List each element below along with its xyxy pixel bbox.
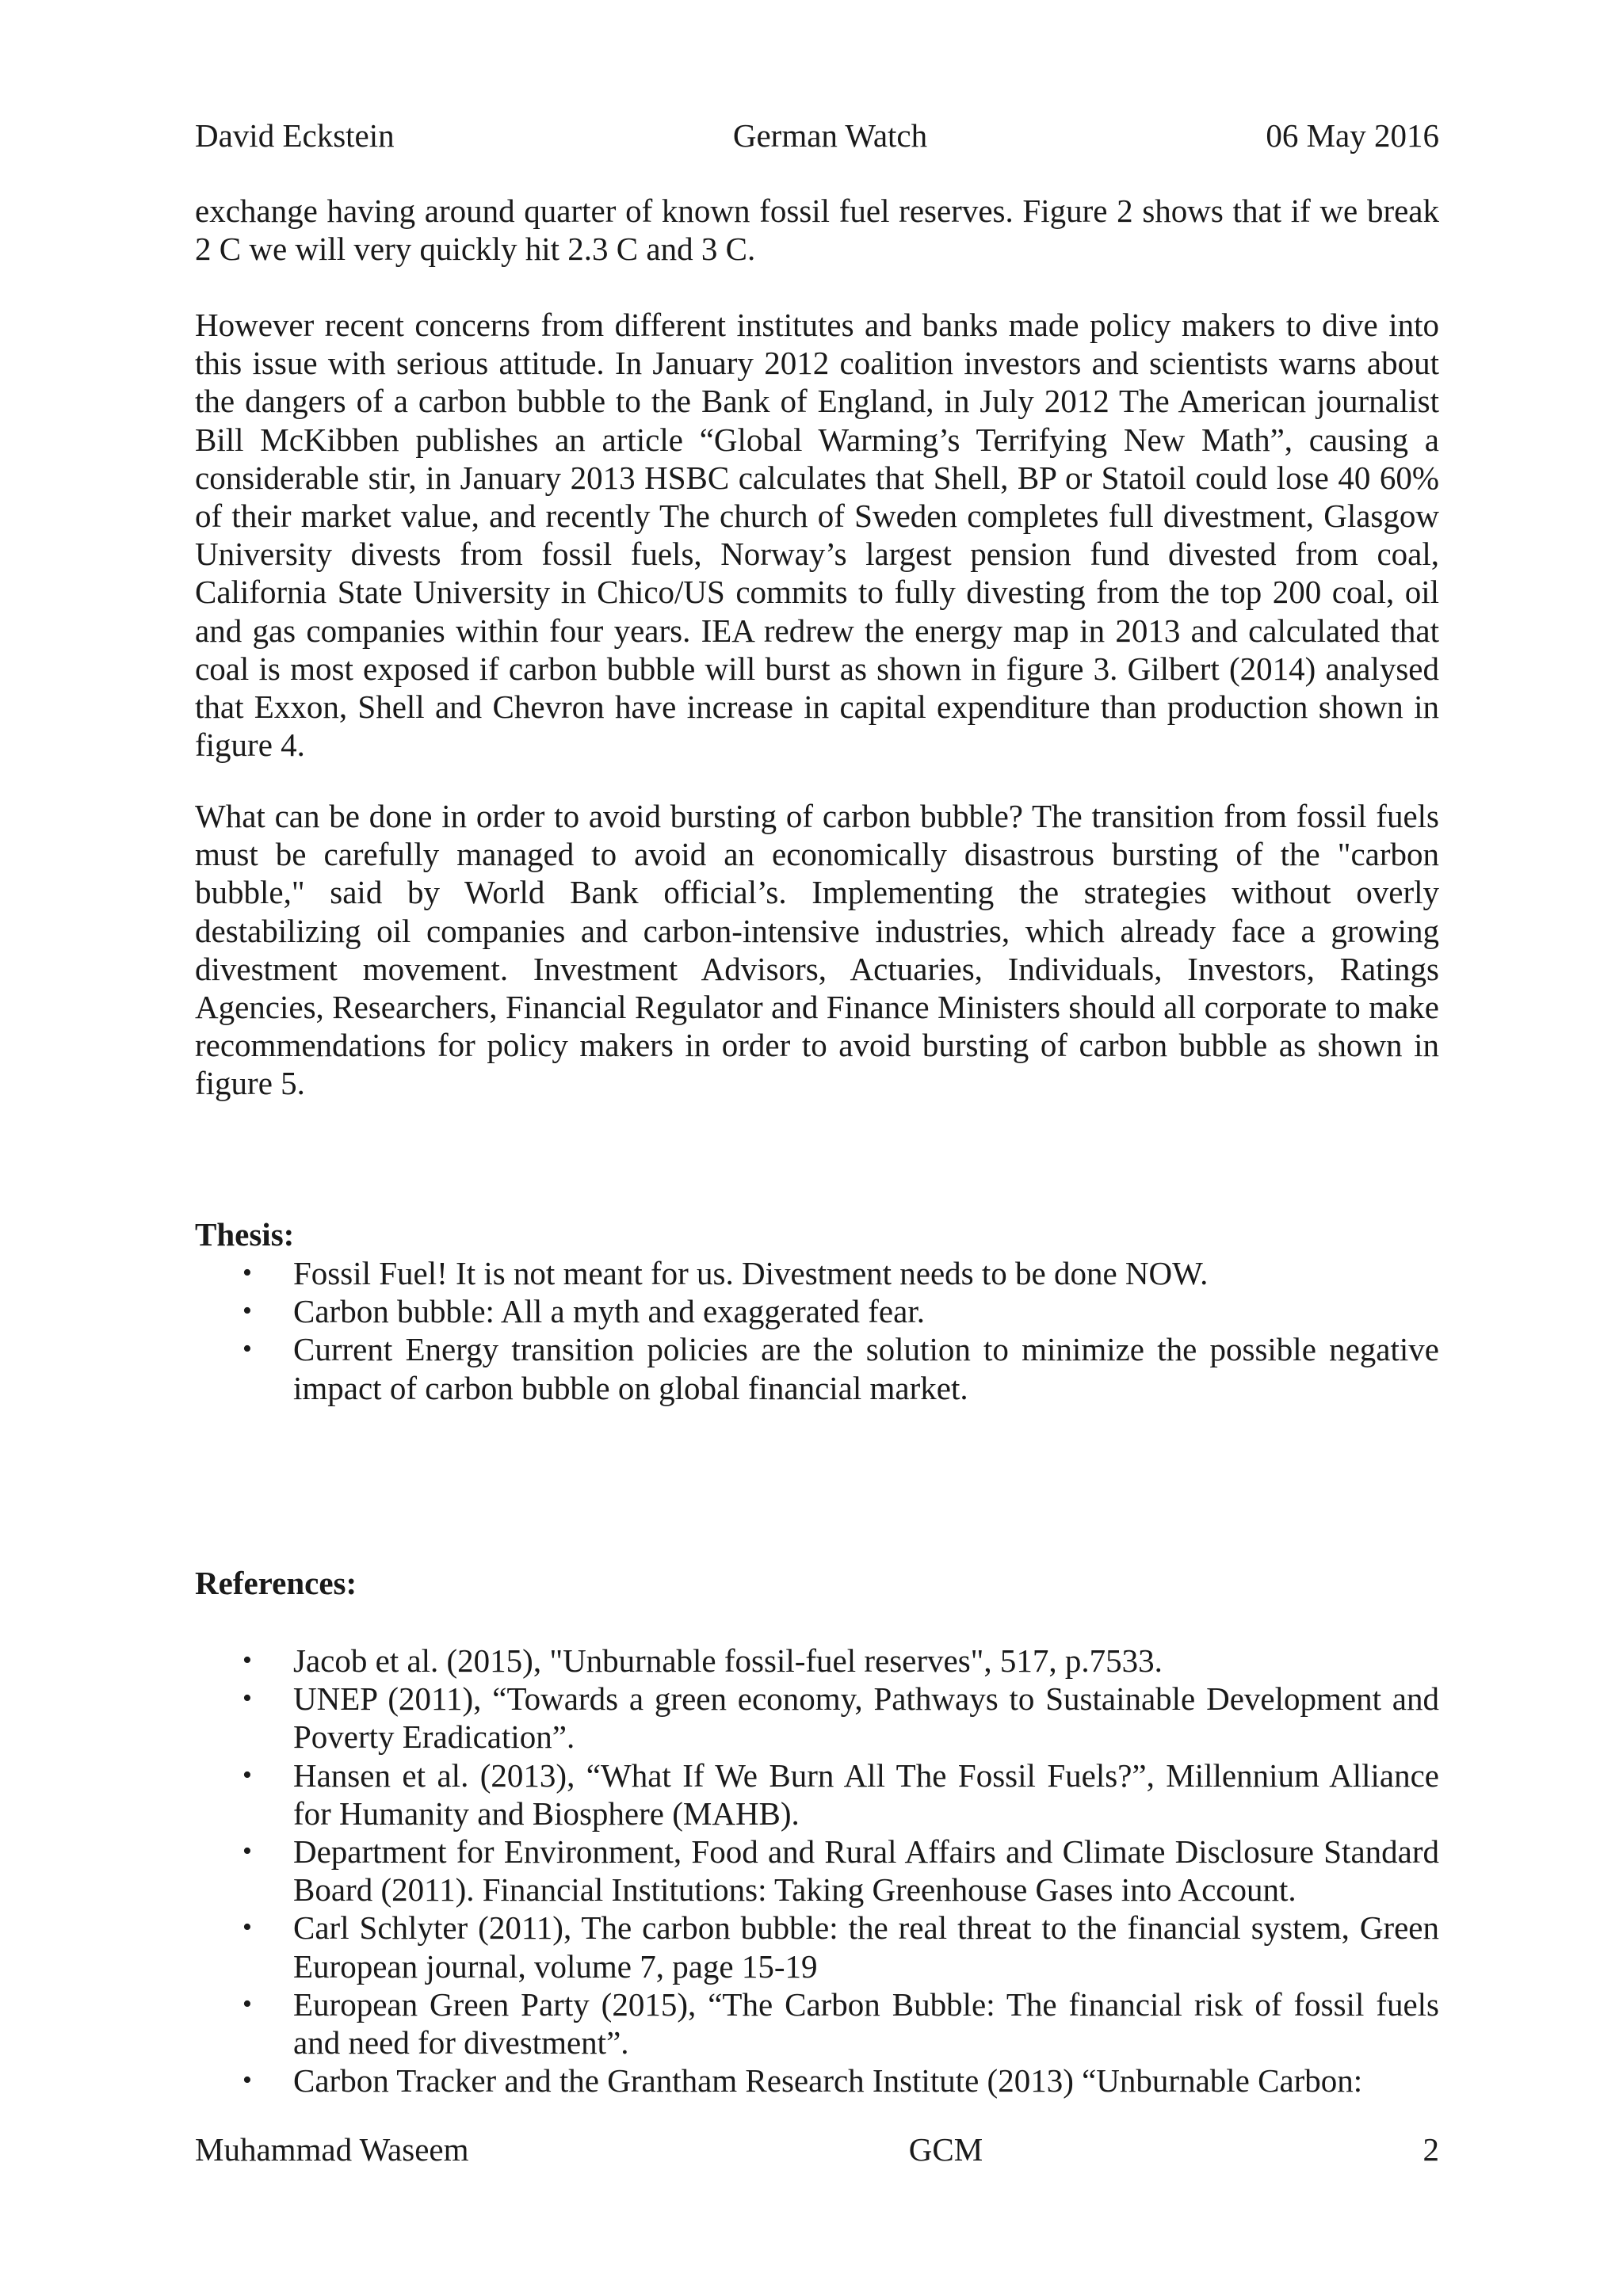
header-date: 06 May 2016 [1266, 117, 1439, 154]
bullet-icon: • [242, 1684, 252, 1714]
reference-text: European Green Party (2015), “The Carbon Bubble: The financial risk of fossil fuels and need for divestment”. [293, 1985, 1439, 2061]
reference-text: Carl Schlyter (2011), The carbon bubble: the real threat to the financial system, Green European journal, volume 7, page 15-19 [293, 1909, 1439, 1985]
reference-item [195, 1909, 1439, 1985]
body-paragraph-1: exchange having around quarter of known fossil fuel reserves. Figure 2 shows that if we break 2 C we will very quickly hit 2.3 C and 3 C. [195, 193, 1439, 268]
page-header [195, 116, 1439, 155]
thesis-item-text: Carbon bubble: All a myth and exaggerated fear. [293, 1293, 925, 1330]
thesis-item-text: Current Energy transition policies are the solution to minimize the possible negative impact of carbon bubble on global financial market. [293, 1331, 1439, 1406]
thesis-heading: Thesis: [195, 1216, 295, 1253]
bullet-icon: • [242, 1258, 252, 1287]
reference-item [195, 1680, 1439, 1756]
bullet-icon: • [242, 1760, 252, 1790]
bullet-icon: • [242, 1296, 252, 1326]
reference-text: Hansen et al. (2013), “What If We Burn All The Fossil Fuels?”, Millennium Alliance for Humanity and Biosphere (MAHB). [293, 1756, 1439, 1832]
body-paragraph-2: However recent concerns from different institutes and banks made policy makers to dive into this issue with serious attitude. In January 2012 coalition investors and scientists warns about the dangers of a carbon bubble to the Bank of England, in July 2012 The American journalist Bill McKibben publishes an article “Global Warming’s Terrifying New Math”, causing a considerable stir, in January 2013 HSBC calculates that Shell, BP or Statoil could lose 40 60% of their market value, and recently The church of Sweden completes full divestment, Glasgow University divests from fossil fuels, Norway’s largest pension fund divested from coal, California State University in Chico/US commits to fully divesting from the top 200 coal, oil and gas companies within four years. IEA redrew the energy map in 2013 and calculated that coal is most exposed if carbon bubble will burst as shown in figure 3. Gilbert (2014) analysed that Exxon, Shell and Chevron have increase in capital expenditure than production shown in figure 4. [195, 307, 1439, 764]
thesis-item [195, 1330, 1439, 1406]
bullet-icon: • [242, 1334, 252, 1364]
bullet-icon: • [242, 1646, 252, 1675]
thesis-item-text: Fossil Fuel! It is not meant for us. Divestment needs to be done NOW. [293, 1255, 1209, 1291]
body-paragraph-3: What can be done in order to avoid bursting of carbon bubble? The transition from fossil fuels must be carefully managed to avoid an economically disastrous bursting of the "carbon bubble," said by World Bank official’s. Implementing the strategies without overly destabilizing oil companies and carbon-intensive industries, which already face a growing divestment movement. Investment Advisors, Actuaries, Individuals, Investors, Ratings Agencies, Researchers, Financial Regulator and Finance Ministers should all corporate to make recommendations for policy makers in order to avoid bursting of carbon bubble as shown in figure 5. [195, 798, 1439, 1102]
bullet-icon: • [242, 1989, 252, 2019]
reference-text: UNEP (2011), “Towards a green economy, Pathways to Sustainable Development and Poverty Eradication”. [293, 1680, 1439, 1756]
reference-text: Jacob et al. (2015), "Unburnable fossil-fuel reserves", 517, p.7533. [293, 1642, 1163, 1679]
reference-text: Department for Environment, Food and Rural Affairs and Climate Disclosure Standard Board (2011). Financial Institutions: Taking Greenhouse Gases into Account. [293, 1833, 1439, 1909]
header-organization: German Watch [732, 117, 928, 154]
thesis-item [195, 1292, 1439, 1330]
reference-item [195, 2061, 1439, 2100]
bullet-icon: • [242, 1836, 252, 1867]
reference-item [195, 1833, 1439, 1909]
page-footer [195, 2130, 1439, 2169]
reference-text: Carbon Tracker and the Grantham Research Institute (2013) “Unburnable Carbon: [293, 2062, 1363, 2100]
footer-author: Muhammad Waseem [195, 2131, 469, 2168]
bullet-icon: • [242, 2065, 252, 2096]
thesis-item [195, 1254, 1439, 1292]
references-list [195, 1642, 1439, 2100]
reference-item [195, 1756, 1439, 1833]
reference-item [195, 1642, 1439, 1680]
references-heading: References: [195, 1565, 357, 1601]
reference-item [195, 1985, 1439, 2061]
header-author: David Eckstein [195, 117, 395, 154]
thesis-list [195, 1254, 1439, 1407]
footer-course: GCM [908, 2131, 983, 2168]
page-number: 2 [1423, 2131, 1439, 2168]
bullet-icon: • [242, 1913, 252, 1943]
